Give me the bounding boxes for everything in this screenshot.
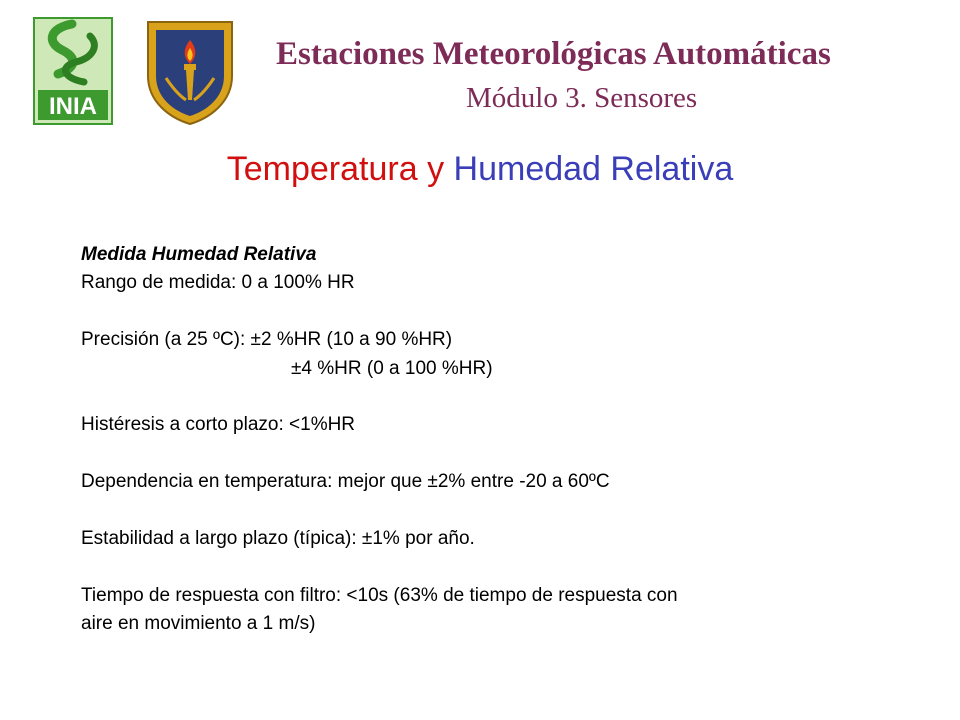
section-heading: Medida Humedad Relativa [81,244,317,265]
inia-logo-text: INIA [49,93,97,120]
header-subtitle: Módulo 3. Sensores [466,82,698,114]
spacer [81,383,861,411]
precision-line-2: ±4 %HR (0 a 100 %HR) [291,357,493,379]
slide-title [0,150,960,189]
spacer [81,497,861,525]
stability-line: Estabilidad a largo plazo (típica): ±1% por año. [81,528,475,549]
slide-title-part-conjunction: y [427,150,445,188]
temperature-dependence-line: Dependencia en temperatura: mejor que ±2% entre -20 a 60ºC [81,471,610,493]
header-title: Estaciones Meteorológicas Automáticas [276,36,831,72]
hysteresis-line: Histéresis a corto plazo: <1%HR [81,414,356,436]
slide-body [81,241,861,639]
spacer [81,440,861,468]
response-line-2: aire en movimiento a 1 m/s) [81,613,316,635]
university-shield-logo [144,18,236,126]
spacer [81,298,861,326]
precision-line-1: Precisión (a 25 ºC): ±2 %HR (10 a 90 %HR) [81,329,453,351]
spacer [81,553,861,581]
range-line: Rango de medida: 0 a 100% HR [81,272,355,294]
inia-logo [32,16,114,126]
slide-title-part-humidity: Humedad Relativa [453,150,734,188]
response-line-1: Tiempo de respuesta con filtro: <10s (63% de tiempo de respuesta con [81,584,678,606]
slide-title-part-temperature: Temperatura [226,150,418,188]
